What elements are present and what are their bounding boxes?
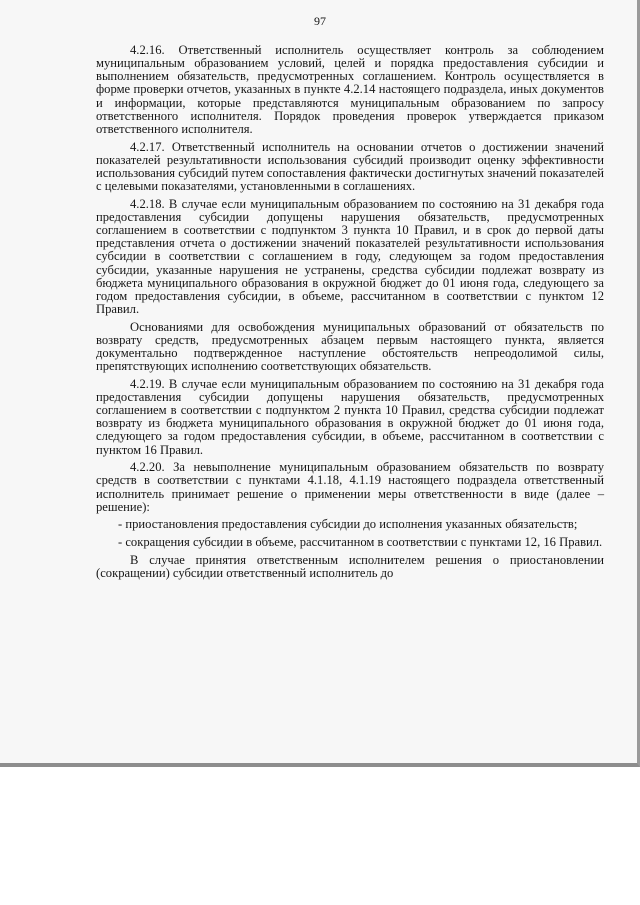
paragraph-decision-case: В случае принятия ответственным исполнителем решения о приостановлении (сокращении) субсидии ответственный исполнитель до [96,552,604,580]
list-item-reduction: - сокращения субсидии в объеме, рассчитанном в соответствии с пунктами 12, 16 Правил. [118,534,603,549]
paragraph-4-2-18: 4.2.18. В случае если муниципальным образованием по состоянию на 31 декабря года предоставления субсидии допущены нарушения обязательств, предусмотренных соглашением в соответствии с подпунктом 3 пункта 10 Правил, и в срок до первой даты представления отчета о достижении значений показателей результативности использования субсидии в соответствии с соглашением в году, следующем за годом предоставления субсидии, указанные нарушения не устранены, средства субсидии подлежат возврату из бюджета муниципального образования в окружной бюджет до 01 июня года, следующего за годом предоставления субсидии, в объеме, рассчитанном в соответствии с пунктом 12 Правил. [96,196,604,316]
list-item-suspension: - приостановления предоставления субсидии до исполнения указанных обязательств; [118,517,578,532]
page-number: 97 [314,14,326,28]
page-body [96,44,604,584]
paragraph-4-2-19: 4.2.19. В случае если муниципальным образованием по состоянию на 31 декабря года предоставления субсидии допущены нарушения обязательств, предусмотренных соглашением в соответствии с подпунктом 2 пункта 10 Правил, средства субсидии подлежат возврату из бюджета муниципального образования в окружной бюджет до 01 июня года, следующего за годом предоставления субсидии, в объеме, рассчитанном в соответствии с пунктом 16 Правил. [96,376,604,457]
paragraph-4-2-17: 4.2.17. Ответственный исполнитель на основании отчетов о достижении значений показателей результативности использования субсидий производит оценку эффективности использования субсидий путем сопоставления фактически достигнутых значений показателей с целевыми показателями, установленными в соглашениях. [96,139,604,194]
paragraph-4-2-16: 4.2.16. Ответственный исполнитель осуществляет контроль за соблюдением муниципальным образованием условий, целей и порядка предоставления субсидии и выполнением обязательств, предусмотренных соглашением. Контроль осуществляется в форме проверки отчетов, указанных в пункте 4.2.14 настоящего подраздела, иных документов и информации, которые представляются муниципальным образованием по запросу ответственного исполнителя. Порядок проведения проверок утверждается приказом ответственного исполнителя. [96,43,604,136]
paragraph-exemption-grounds: Основаниями для освобождения муниципальных образований от обязательств по возврату средств, предусмотренных абзацем первым настоящего пункта, является документально подтвержденное наступление обстоятельств непреодолимой силы, препятствующих исполнению соответствующих обязательств. [96,319,604,374]
paragraph-4-2-20: 4.2.20. За невыполнение муниципальным образованием обязательств по возврату средств в соответствии с пунктами 4.1.18, 4.1.19 настоящего подраздела ответственный исполнитель принимает решение о применении меры ответственности в виде (далее – решение): [96,460,604,514]
